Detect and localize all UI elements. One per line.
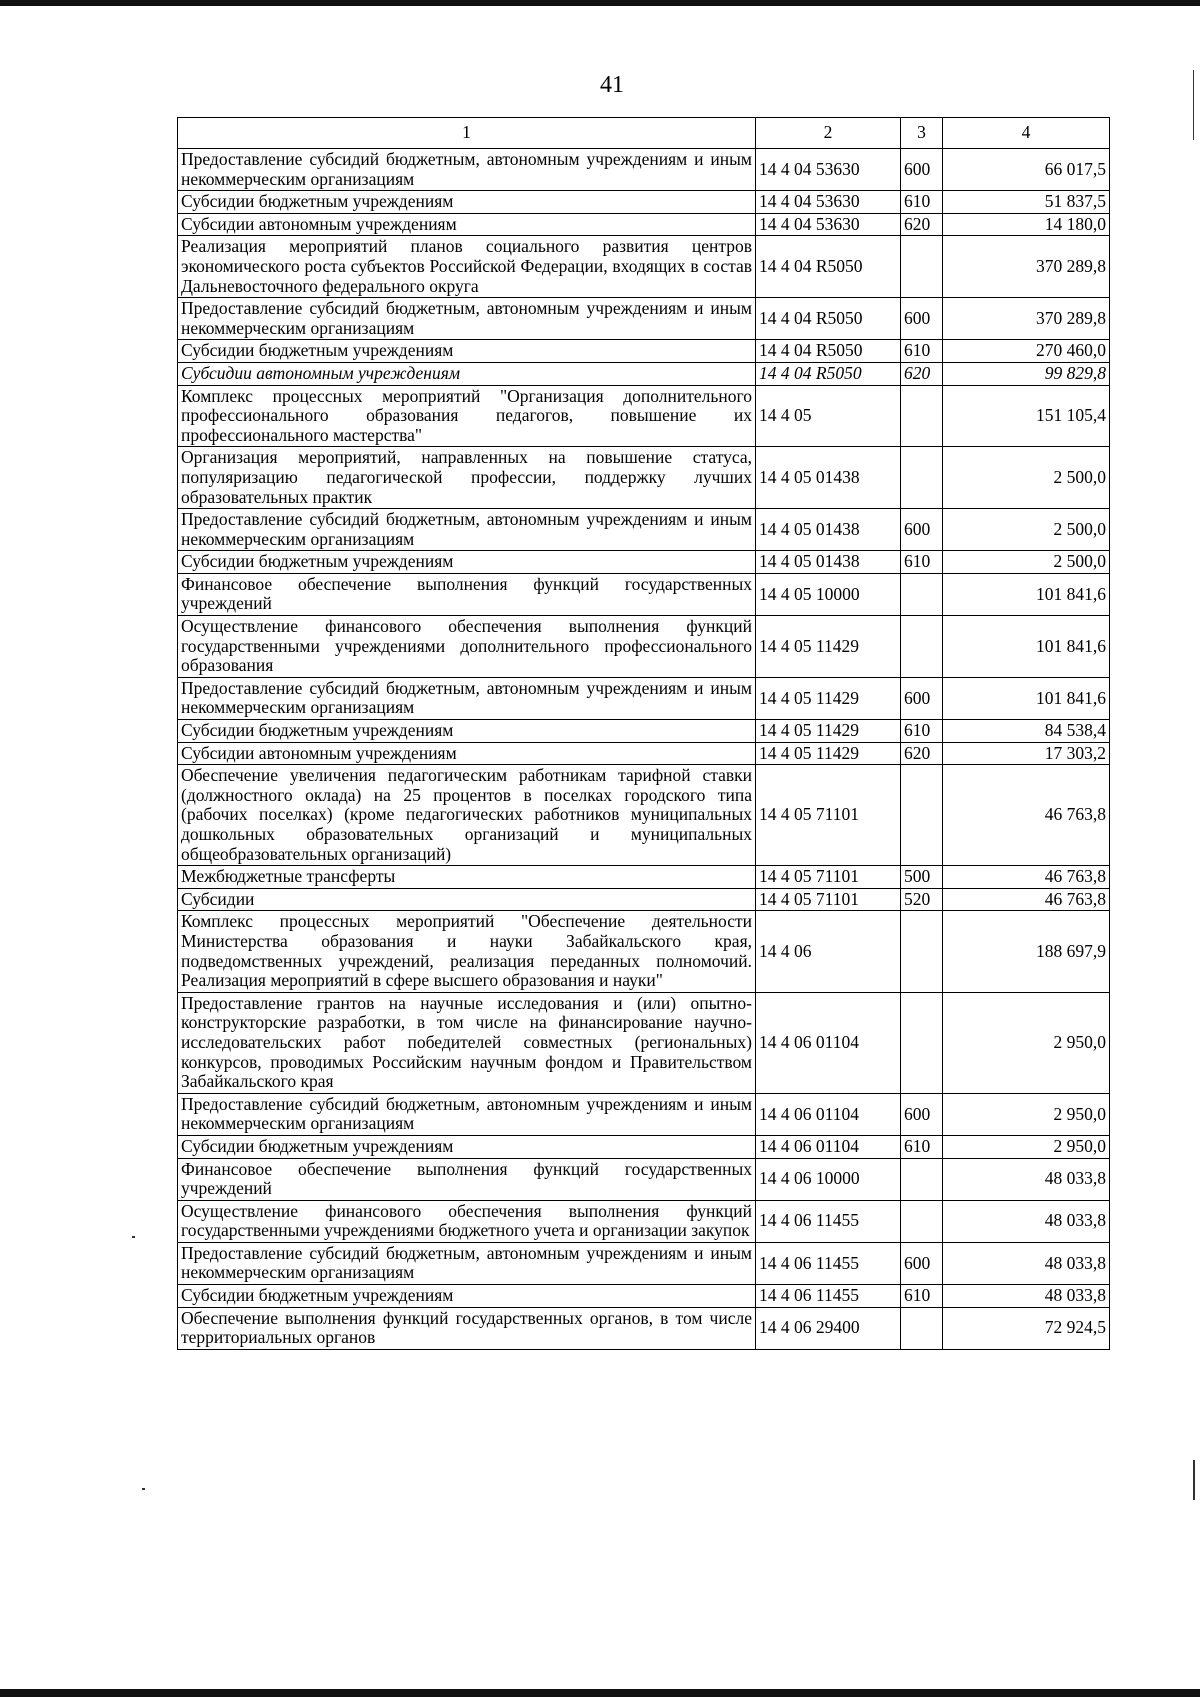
row-code: 14 4 05 71101 bbox=[756, 888, 901, 911]
row-amount: 101 841,6 bbox=[943, 677, 1110, 719]
row-expense-type: 600 bbox=[901, 1242, 943, 1284]
row-code: 14 4 06 01104 bbox=[756, 1135, 901, 1158]
page-number: 41 bbox=[600, 72, 624, 98]
header-col-2: 2 bbox=[756, 118, 901, 149]
row-name: Комплекс процессных мероприятий "Организация дополнительного профессионального образования педагогов, повышение их профессионального мастерства" bbox=[178, 385, 756, 447]
row-code: 14 4 04 53630 bbox=[756, 149, 901, 191]
row-code: 14 4 05 bbox=[756, 385, 901, 447]
row-expense-type bbox=[901, 1200, 943, 1242]
header-col-1: 1 bbox=[178, 118, 756, 149]
row-amount: 101 841,6 bbox=[943, 573, 1110, 615]
row-code: 14 4 04 R5050 bbox=[756, 298, 901, 340]
row-code: 14 4 04 53630 bbox=[756, 213, 901, 236]
table-row bbox=[178, 677, 1110, 719]
table-row bbox=[178, 1158, 1110, 1200]
table-row bbox=[178, 573, 1110, 615]
row-expense-type: 610 bbox=[901, 720, 943, 743]
row-name: Организация мероприятий, направленных на повышение статуса, популяризацию педагогической профессии, поддержку лучших образовательных практик bbox=[178, 447, 756, 509]
row-expense-type: 620 bbox=[901, 742, 943, 765]
table-row bbox=[178, 742, 1110, 765]
row-amount: 46 763,8 bbox=[943, 866, 1110, 889]
row-amount: 2 500,0 bbox=[943, 447, 1110, 509]
row-code: 14 4 05 10000 bbox=[756, 573, 901, 615]
row-expense-type: 610 bbox=[901, 191, 943, 214]
row-amount: 270 460,0 bbox=[943, 340, 1110, 363]
table-row bbox=[178, 213, 1110, 236]
row-code: 14 4 05 11429 bbox=[756, 720, 901, 743]
row-code: 14 4 05 01438 bbox=[756, 509, 901, 551]
table-row bbox=[178, 447, 1110, 509]
table-row bbox=[178, 298, 1110, 340]
row-code: 14 4 06 11455 bbox=[756, 1285, 901, 1308]
table-row bbox=[178, 1285, 1110, 1308]
row-name: Субсидии автономным учреждениям bbox=[178, 362, 756, 385]
header-col-3: 3 bbox=[901, 118, 943, 149]
row-name: Предоставление субсидий бюджетным, автономным учреждениям и иным некоммерческим организациям bbox=[178, 677, 756, 719]
row-expense-type bbox=[901, 236, 943, 298]
row-expense-type: 600 bbox=[901, 677, 943, 719]
row-amount: 14 180,0 bbox=[943, 213, 1110, 236]
row-name: Субсидии бюджетным учреждениям bbox=[178, 720, 756, 743]
row-code: 14 4 05 11429 bbox=[756, 742, 901, 765]
row-amount: 48 033,8 bbox=[943, 1285, 1110, 1308]
row-name: Субсидии bbox=[178, 888, 756, 911]
row-amount: 51 837,5 bbox=[943, 191, 1110, 214]
row-code: 14 4 04 R5050 bbox=[756, 362, 901, 385]
table-row bbox=[178, 340, 1110, 363]
row-expense-type: 600 bbox=[901, 1093, 943, 1135]
row-code: 14 4 06 29400 bbox=[756, 1307, 901, 1349]
row-code: 14 4 05 71101 bbox=[756, 765, 901, 866]
row-name: Предоставление грантов на научные исследования и (или) опытно-конструкторские разработки, в том числе на финансирование научно-исследовательских работ победителей совместных (региональных) конкурсов, проводимых Российским научным фондом и Правительством Забайкальского края bbox=[178, 992, 756, 1093]
row-name: Субсидии автономным учреждениям bbox=[178, 742, 756, 765]
row-expense-type bbox=[901, 911, 943, 992]
table-row bbox=[178, 1093, 1110, 1135]
table-row bbox=[178, 888, 1110, 911]
row-amount: 2 950,0 bbox=[943, 992, 1110, 1093]
row-expense-type: 600 bbox=[901, 298, 943, 340]
row-expense-type bbox=[901, 765, 943, 866]
row-name: Предоставление субсидий бюджетным, автономным учреждениям и иным некоммерческим организациям bbox=[178, 149, 756, 191]
row-amount: 48 033,8 bbox=[943, 1158, 1110, 1200]
row-name: Предоставление субсидий бюджетным, автономным учреждениям и иным некоммерческим организациям bbox=[178, 298, 756, 340]
table-row bbox=[178, 1307, 1110, 1349]
row-amount: 188 697,9 bbox=[943, 911, 1110, 992]
scan-bottom-border bbox=[0, 1689, 1200, 1697]
row-code: 14 4 06 11455 bbox=[756, 1200, 901, 1242]
row-amount: 99 829,8 bbox=[943, 362, 1110, 385]
row-code: 14 4 04 R5050 bbox=[756, 340, 901, 363]
row-code: 14 4 06 01104 bbox=[756, 992, 901, 1093]
row-amount: 66 017,5 bbox=[943, 149, 1110, 191]
row-name: Предоставление субсидий бюджетным, автономным учреждениям и иным некоммерческим организациям bbox=[178, 1242, 756, 1284]
row-expense-type: 610 bbox=[901, 551, 943, 574]
row-amount: 370 289,8 bbox=[943, 298, 1110, 340]
row-name: Предоставление субсидий бюджетным, автономным учреждениям и иным некоммерческим организациям bbox=[178, 509, 756, 551]
row-code: 14 4 05 71101 bbox=[756, 866, 901, 889]
table-row bbox=[178, 236, 1110, 298]
row-expense-type: 620 bbox=[901, 213, 943, 236]
table-row bbox=[178, 992, 1110, 1093]
row-amount: 48 033,8 bbox=[943, 1200, 1110, 1242]
row-name: Финансовое обеспечение выполнения функций государственных учреждений bbox=[178, 1158, 756, 1200]
row-amount: 151 105,4 bbox=[943, 385, 1110, 447]
table-header-row bbox=[178, 118, 1110, 149]
row-expense-type bbox=[901, 385, 943, 447]
table-row bbox=[178, 1242, 1110, 1284]
row-code: 14 4 05 01438 bbox=[756, 447, 901, 509]
row-code: 14 4 04 R5050 bbox=[756, 236, 901, 298]
scan-top-border bbox=[0, 0, 1200, 6]
row-code: 14 4 06 01104 bbox=[756, 1093, 901, 1135]
table-row bbox=[178, 385, 1110, 447]
row-expense-type: 610 bbox=[901, 1285, 943, 1308]
table-body bbox=[178, 149, 1110, 1350]
budget-table bbox=[177, 117, 1110, 1350]
row-expense-type bbox=[901, 616, 943, 678]
row-name: Субсидии бюджетным учреждениям bbox=[178, 340, 756, 363]
row-code: 14 4 05 11429 bbox=[756, 616, 901, 678]
table-row bbox=[178, 616, 1110, 678]
table-row bbox=[178, 720, 1110, 743]
row-amount: 2 500,0 bbox=[943, 509, 1110, 551]
row-expense-type: 520 bbox=[901, 888, 943, 911]
row-amount: 370 289,8 bbox=[943, 236, 1110, 298]
row-name: Обеспечение увеличения педагогическим работникам тарифной ставки (должностного оклада) на 25 процентов в поселках городского типа (рабочих поселках) (кроме педагогических работников муниципальных дошкольных образовательных организаций и муниципальных общеобразовательных организаций) bbox=[178, 765, 756, 866]
row-expense-type: 610 bbox=[901, 1135, 943, 1158]
row-amount: 2 950,0 bbox=[943, 1135, 1110, 1158]
row-code: 14 4 06 11455 bbox=[756, 1242, 901, 1284]
row-amount: 84 538,4 bbox=[943, 720, 1110, 743]
row-name: Предоставление субсидий бюджетным, автономным учреждениям и иным некоммерческим организациям bbox=[178, 1093, 756, 1135]
table-row bbox=[178, 1200, 1110, 1242]
row-amount: 17 303,2 bbox=[943, 742, 1110, 765]
table-row bbox=[178, 911, 1110, 992]
scan-speck bbox=[142, 1488, 145, 1490]
row-name: Обеспечение выполнения функций государственных органов, в том числе территориальных органов bbox=[178, 1307, 756, 1349]
row-expense-type bbox=[901, 447, 943, 509]
scan-speck bbox=[1193, 1460, 1195, 1500]
row-amount: 2 950,0 bbox=[943, 1093, 1110, 1135]
row-name: Финансовое обеспечение выполнения функций государственных учреждений bbox=[178, 573, 756, 615]
row-name: Субсидии бюджетным учреждениям bbox=[178, 1285, 756, 1308]
row-code: 14 4 05 11429 bbox=[756, 677, 901, 719]
table-row bbox=[178, 191, 1110, 214]
row-name: Межбюджетные трансферты bbox=[178, 866, 756, 889]
row-name: Субсидии бюджетным учреждениям bbox=[178, 191, 756, 214]
table-row bbox=[178, 551, 1110, 574]
row-code: 14 4 04 53630 bbox=[756, 191, 901, 214]
row-amount: 2 500,0 bbox=[943, 551, 1110, 574]
row-name: Субсидии бюджетным учреждениям bbox=[178, 551, 756, 574]
row-expense-type bbox=[901, 573, 943, 615]
row-amount: 46 763,8 bbox=[943, 765, 1110, 866]
table-row bbox=[178, 509, 1110, 551]
table-row bbox=[178, 149, 1110, 191]
row-amount: 48 033,8 bbox=[943, 1242, 1110, 1284]
row-amount: 101 841,6 bbox=[943, 616, 1110, 678]
row-expense-type: 620 bbox=[901, 362, 943, 385]
row-name: Комплекс процессных мероприятий "Обеспечение деятельности Министерства образования и науки Забайкальского края, подведомственных учреждений, реализация переданных полномочий. Реализация мероприятий в сфере высшего образования и науки" bbox=[178, 911, 756, 992]
row-expense-type: 500 bbox=[901, 866, 943, 889]
row-amount: 72 924,5 bbox=[943, 1307, 1110, 1349]
row-code: 14 4 06 10000 bbox=[756, 1158, 901, 1200]
table-row bbox=[178, 866, 1110, 889]
table-row bbox=[178, 1135, 1110, 1158]
row-name: Осуществление финансового обеспечения выполнения функций государственными учреждениями бюджетного учета и организации закупок bbox=[178, 1200, 756, 1242]
header-col-4: 4 bbox=[943, 118, 1110, 149]
table-row bbox=[178, 765, 1110, 866]
row-name: Реализация мероприятий планов социального развития центров экономического роста субъектов Российской Федерации, входящих в состав Дальневосточного федерального округа bbox=[178, 236, 756, 298]
row-expense-type: 600 bbox=[901, 509, 943, 551]
scan-speck bbox=[1193, 70, 1194, 140]
row-code: 14 4 06 bbox=[756, 911, 901, 992]
table-row bbox=[178, 362, 1110, 385]
row-expense-type: 610 bbox=[901, 340, 943, 363]
row-name: Осуществление финансового обеспечения выполнения функций государственными учреждениями дополнительного профессионального образования bbox=[178, 616, 756, 678]
scan-speck bbox=[132, 1236, 135, 1238]
row-code: 14 4 05 01438 bbox=[756, 551, 901, 574]
row-expense-type bbox=[901, 1158, 943, 1200]
row-expense-type bbox=[901, 1307, 943, 1349]
row-expense-type bbox=[901, 992, 943, 1093]
row-amount: 46 763,8 bbox=[943, 888, 1110, 911]
row-name: Субсидии автономным учреждениям bbox=[178, 213, 756, 236]
row-name: Субсидии бюджетным учреждениям bbox=[178, 1135, 756, 1158]
row-expense-type: 600 bbox=[901, 149, 943, 191]
